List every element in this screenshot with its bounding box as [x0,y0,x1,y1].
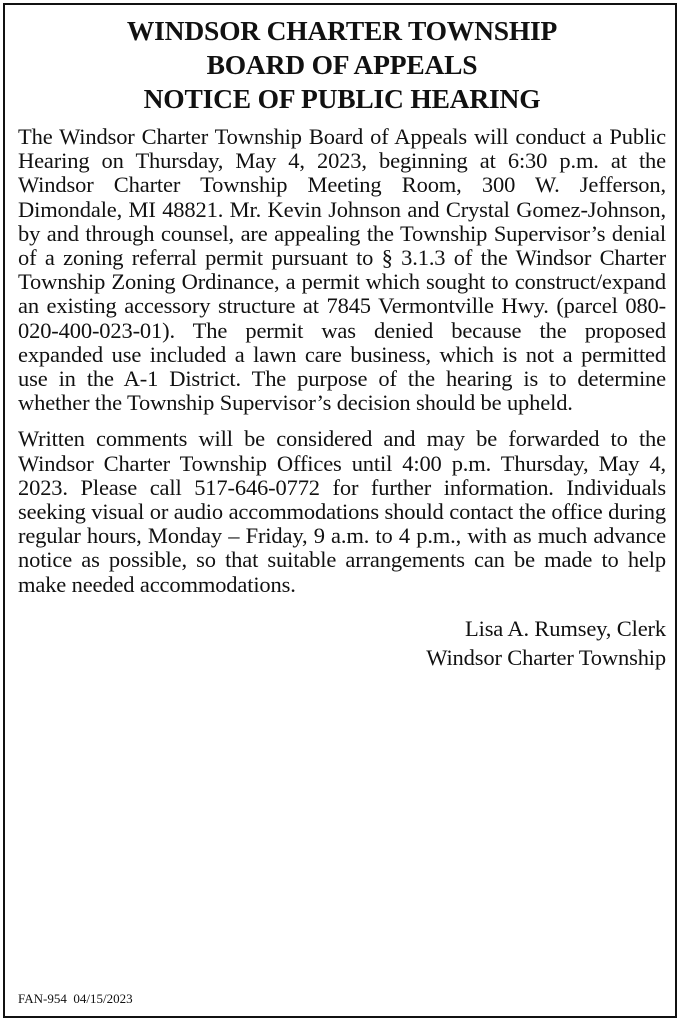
heading-notice-title: NOTICE OF PUBLIC HEARING [143,83,541,114]
notice-heading [18,14,666,116]
comments-paragraph: Written comments will be considered and may be forwarded to the Windsor Charter Township Offices until 4:00 p.m. Thursday, May 4, 2023. Please call 517-646-0772 for further information. Individuals seeking visual or audio accommodations should contact the office during regular hours, Monday – Friday, 9 a.m. to 4 p.m., with as much advance notice as possible, so that suitable arrangements can be made to help make needed accommodations. [18,426,666,597]
heading-township: WINDSOR CHARTER TOWNSHIP [126,15,558,46]
clerk-name: Lisa A. Rumsey, Clerk [465,615,666,641]
heading-board: BOARD OF APPEALS [206,49,478,80]
clerk-organization: Windsor Charter Township [426,644,666,670]
signature-block [18,614,666,672]
public-notice [18,14,666,672]
hearing-details-paragraph: The Windsor Charter Township Board of Appeals will conduct a Public Hearing on Thursday, May 4, 2023, beginning at 6:30 p.m. at the Windsor Charter Township Meeting Room, 300 W. Jefferson, Dimondale, MI 48821. Mr. Kevin Johnson and Crystal Gomez-Johnson, by and through counsel, are appealing the Township Supervisor’s denial of a zoning referral permit pursuant to § 3.1.3 of the Windsor Charter Township Zoning Ordinance, a permit which sought to construct/expand an existing accessory structure at 7845 Vermontville Hwy. (parcel 080-020-400-023-01). The permit was denied because the proposed expanded use included a lawn care business, which is not a permitted use in the A-1 District. The purpose of the hearing is to determine whether the Township Supervisor’s decision should be upheld. [18,124,666,416]
publication-code: FAN-954 04/15/2023 [18,991,133,1006]
